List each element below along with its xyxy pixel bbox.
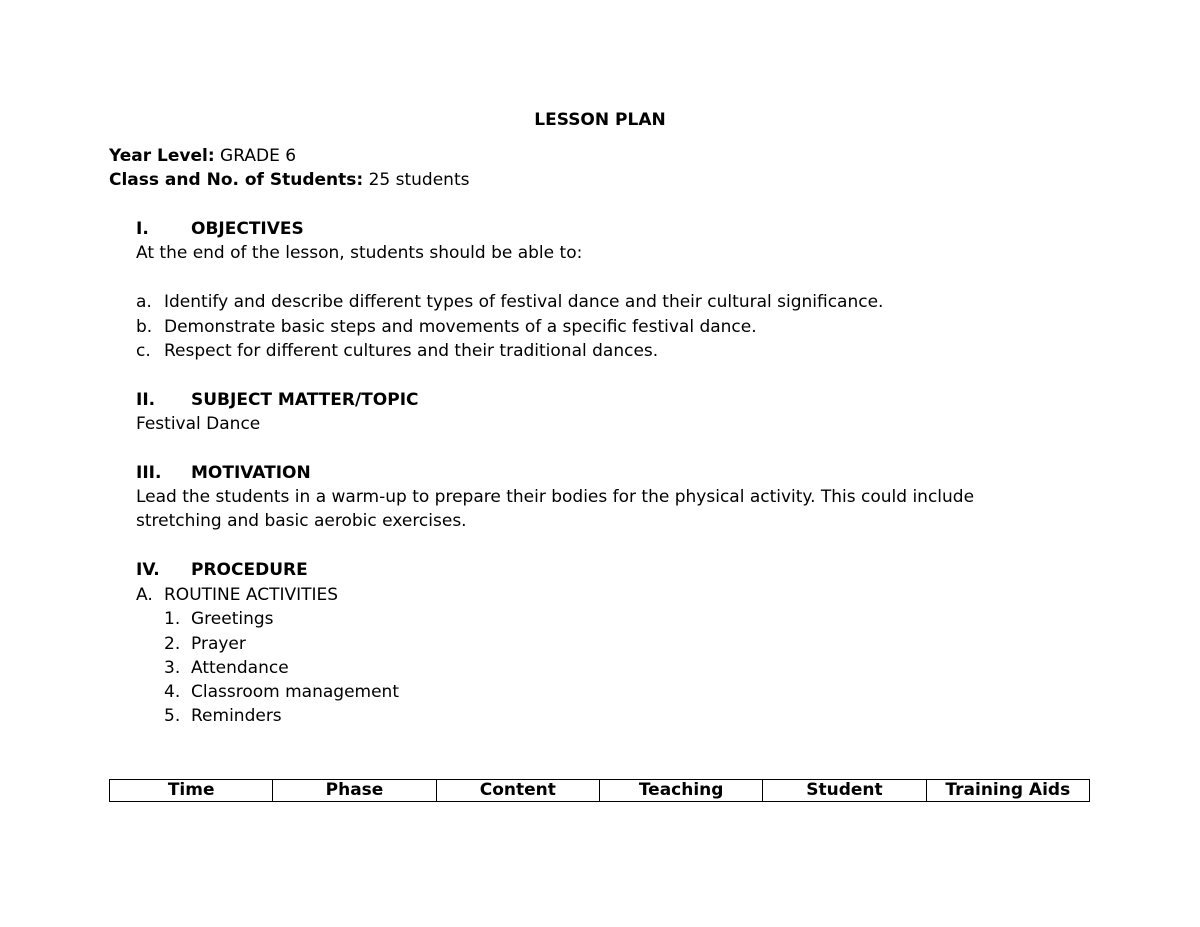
section-heading-motivation: [136, 461, 311, 485]
section-heading-objectives: [136, 217, 304, 241]
procedure-subheading: [136, 583, 338, 607]
objective-text: Demonstrate basic steps and movements of a specific festival dance.: [164, 317, 757, 337]
list-marker: 4.: [164, 682, 181, 702]
lesson-plan-table: [109, 779, 1090, 802]
section-title: OBJECTIVES: [191, 219, 304, 239]
objective-item: [136, 315, 757, 339]
section-heading-subject-matter: [136, 388, 419, 412]
procedure-step: [164, 680, 399, 704]
procedure-step: [164, 632, 246, 656]
list-marker: 3.: [164, 658, 181, 678]
column-header-teaching: Teaching: [599, 780, 762, 802]
list-marker: a.: [136, 292, 152, 312]
procedure-step-text: Classroom management: [191, 682, 399, 702]
procedure-step-text: Prayer: [191, 634, 246, 654]
section-heading-procedure: [136, 558, 308, 582]
objective-item: [136, 339, 658, 363]
column-header-time: Time: [110, 780, 273, 802]
column-header-student: Student: [763, 780, 926, 802]
year-level-value: GRADE 6: [214, 146, 297, 166]
procedure-step-text: Greetings: [191, 609, 274, 629]
column-header-content: Content: [436, 780, 599, 802]
class-students-line: [109, 168, 469, 192]
objective-text: Identify and describe different types of festival dance and their cultural significance.: [164, 292, 884, 312]
motivation-text-line-2: stretching and basic aerobic exercises.: [136, 511, 467, 531]
list-marker: 1.: [164, 609, 181, 629]
column-header-training-aids: Training Aids: [926, 780, 1089, 802]
section-number: III.: [136, 463, 162, 483]
procedure-step: [164, 704, 282, 728]
section-number: II.: [136, 390, 156, 410]
list-marker: c.: [136, 341, 151, 361]
list-marker: 2.: [164, 634, 181, 654]
subject-matter-text: Festival Dance: [136, 414, 261, 434]
objectives-intro: At the end of the lesson, students should be able to:: [136, 243, 583, 263]
list-marker: b.: [136, 317, 153, 337]
section-number: I.: [136, 219, 149, 239]
section-number: IV.: [136, 560, 160, 580]
section-title: PROCEDURE: [191, 560, 308, 580]
procedure-step-text: Attendance: [191, 658, 289, 678]
procedure-step: [164, 656, 289, 680]
section-title: MOTIVATION: [191, 463, 311, 483]
objective-item: [136, 290, 883, 314]
section-title: SUBJECT MATTER/TOPIC: [191, 390, 419, 410]
procedure-step-text: Reminders: [191, 706, 282, 726]
page-title: LESSON PLAN: [534, 110, 666, 130]
class-students-value: 25 students: [363, 170, 470, 190]
year-level-line: [109, 144, 296, 168]
year-level-label: Year Level:: [109, 146, 215, 166]
class-students-label: Class and No. of Students:: [109, 170, 364, 190]
procedure-subheading-text: ROUTINE ACTIVITIES: [164, 585, 339, 605]
list-marker: 5.: [164, 706, 181, 726]
list-marker: A.: [136, 585, 153, 605]
objective-text: Respect for different cultures and their traditional dances.: [164, 341, 659, 361]
procedure-step: [164, 607, 274, 631]
motivation-text-line-1: Lead the students in a warm-up to prepare their bodies for the physical activity. This could include: [136, 487, 975, 507]
column-header-phase: Phase: [273, 780, 436, 802]
table-header-row: [110, 780, 1090, 802]
